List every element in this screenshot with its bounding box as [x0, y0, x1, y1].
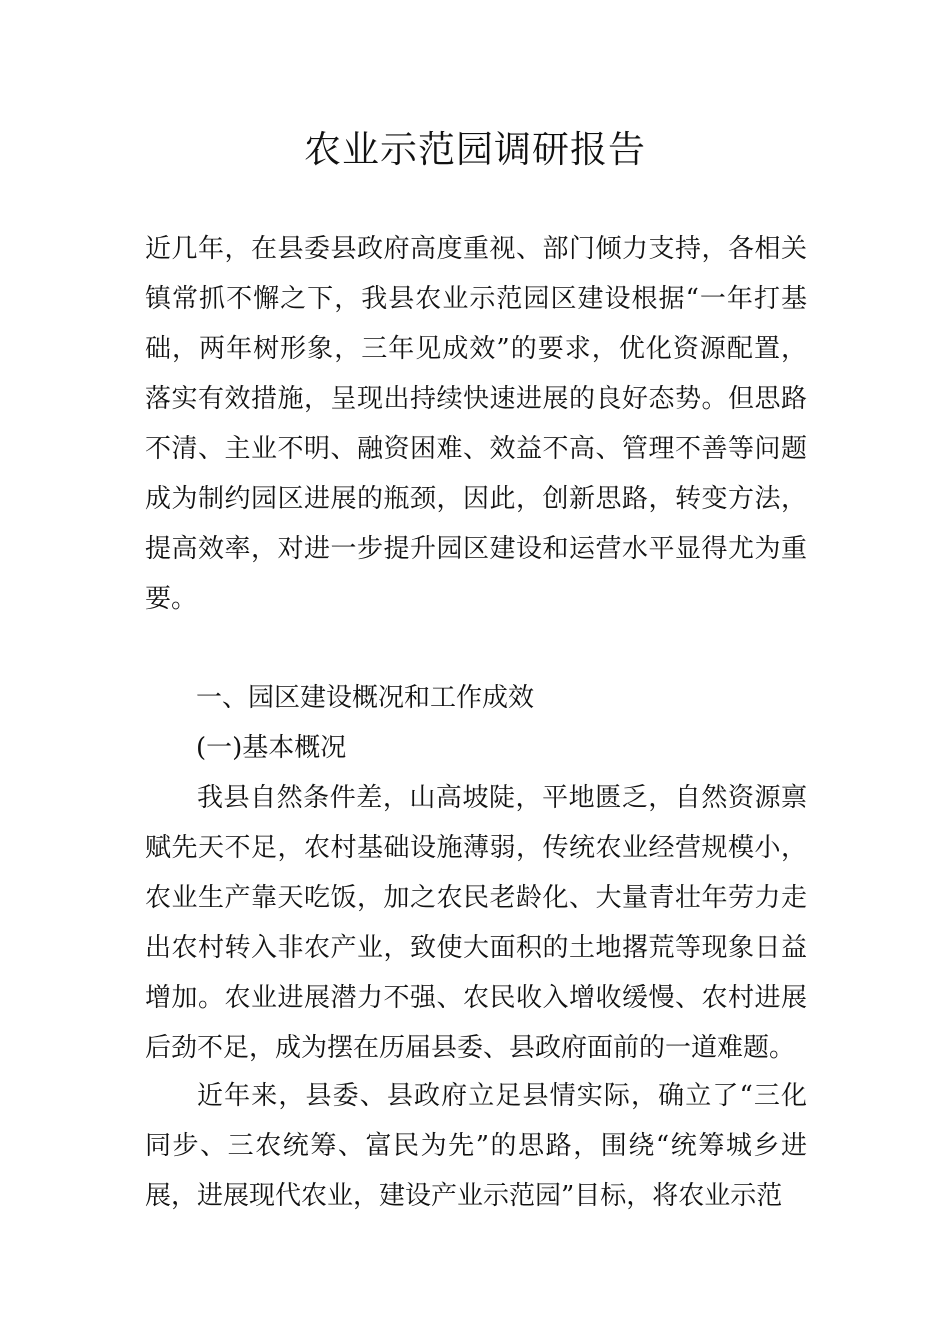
intro-paragraph: 近几年，在县委县政府高度重视、部门倾力支持，各相关镇常抓不懈之下，我县农业示范园区建设根据“一年打基础，两年树形象，三年见成效”的要求，优化资源配置，落实有效措施，呈现出持续快速进展的良好态势。但思路不清、主业不明、融资困难、效益不高、管理不善等问题成为制约园区进展的瓶颈，因此，创新思路，转变方法，提高效率，对进一步提升园区建设和运营水平显得尤为重要。: [145, 234, 807, 614]
body-paragraph-3: 近年来，县委、县政府立足县情实际，确立了“三化同步、三农统筹、富民为先”的思路，围绕“统筹城乡进展，进展现代农业，建设产业示范园”目标，将农业示范: [145, 1081, 807, 1211]
section-heading: 一、园区建设概况和工作成效: [196, 683, 535, 713]
subsection-heading: (一)基本概况: [196, 733, 347, 763]
document-title: 农业示范园调研报告: [304, 128, 646, 171]
body-paragraph-2: 我县自然条件差，山高坡陡，平地匮乏，自然资源禀赋先天不足，农村基础设施薄弱，传统农业经营规模小，农业生产靠天吃饭，加之农民老龄化、大量青壮年劳力走出农村转入非农产业，致使大面积的土地撂荒等现象日益增加。农业进展潜力不强、农民收入增收缓慢、农村进展后劲不足，成为摆在历届县委、县政府面前的一道难题。: [145, 783, 807, 1063]
